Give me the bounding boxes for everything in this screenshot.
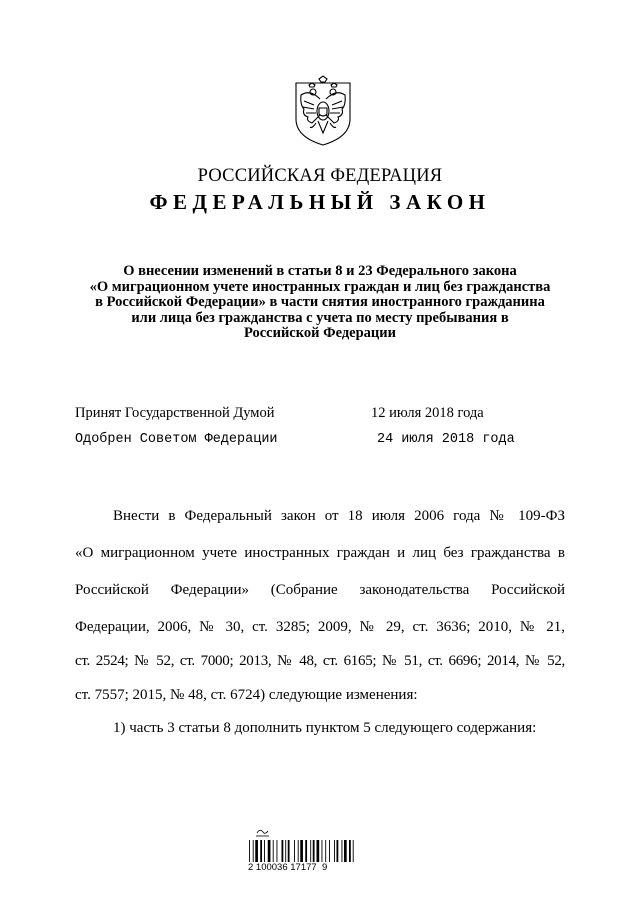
body-text-line: Российской Федерации» (Собрание законодательства Российской bbox=[75, 582, 565, 598]
law-subject-heading bbox=[40, 264, 600, 342]
body-text-line: Федерации, 2006, № 30, ст. 3285; 2009, № 29, ст. 3636; 2010, № 21, bbox=[75, 619, 565, 635]
subject-line: в Российской Федерации» в части снятия иностранного гражданина bbox=[95, 294, 545, 311]
country-title: РОССИЙСКАЯ ФЕДЕРАЦИЯ bbox=[197, 166, 443, 186]
adoption-date: 12 июля 2018 года bbox=[371, 405, 484, 421]
subject-line: или лица без гражданства с учета по месту пребывания в bbox=[131, 309, 509, 326]
subject-line: «О миграционном учете иностранных граждан и лиц без гражданства bbox=[89, 278, 551, 295]
subject-line: Российской Федерации bbox=[243, 325, 396, 342]
subject-line: О внесении изменений в статьи 8 и 23 Федерального закона bbox=[123, 263, 517, 279]
document-type-title: ФЕДЕРАЛЬНЫЙ ЗАКОН bbox=[149, 190, 491, 214]
coat-of-arms-emblem bbox=[292, 75, 354, 147]
adoption-body: Принят Государственной Думой bbox=[75, 405, 275, 421]
body-text-line: Внести в Федеральный закон от 18 июля 2006 года № 109-ФЗ bbox=[113, 508, 565, 524]
adoption-body: Одобрен Советом Федерации bbox=[75, 432, 278, 447]
body-text-line: ст. 2524; № 52, ст. 7000; 2013, № 48, ст. 6165; № 51, ст. 6696; 2014, № 52, bbox=[75, 653, 565, 669]
body-text-line: ст. 7557; 2015, № 48, ст. 6724) следующие изменения: bbox=[75, 687, 418, 703]
body-text-line: «О миграционном учете иностранных граждан и лиц без гражданства в bbox=[75, 545, 565, 561]
barcode-number: 2 100036 17177 9 bbox=[248, 862, 388, 873]
body-text-line: 1) часть 3 статьи 8 дополнить пунктом 5 следующего содержания: bbox=[113, 720, 537, 736]
adoption-date: 24 июля 2018 года bbox=[377, 432, 515, 447]
